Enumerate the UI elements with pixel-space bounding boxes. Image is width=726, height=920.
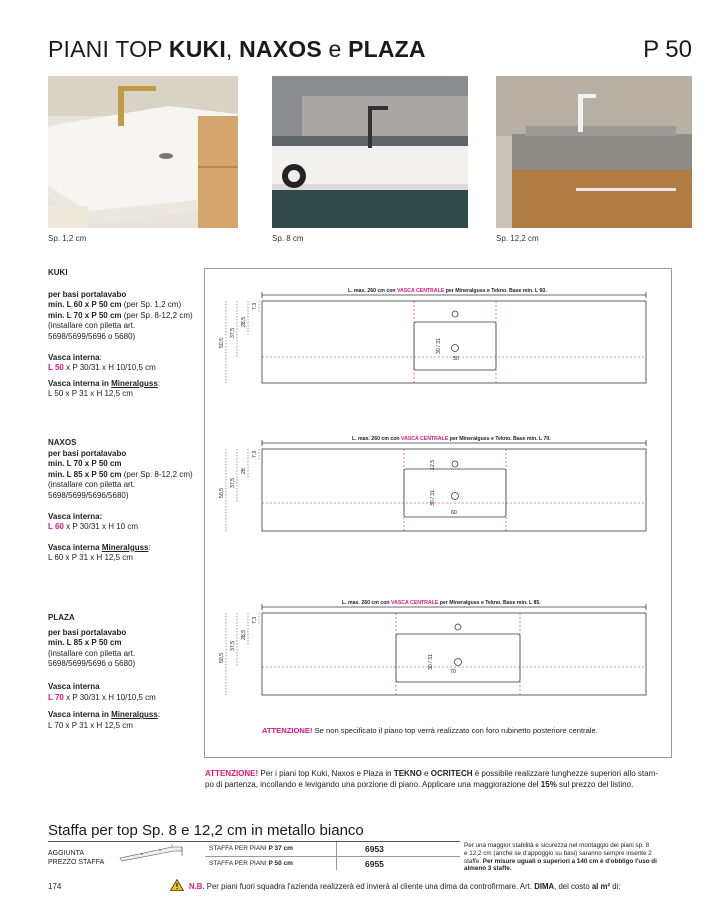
- kuki-mineral-dims: L 50 x P 31 x H 12,5 cm: [48, 389, 133, 399]
- plaza-line2: min. L 85 x P 50 cm: [48, 638, 122, 648]
- d2-dim3: 28: [241, 468, 247, 474]
- naxos-name: NAXOS: [48, 438, 77, 447]
- d2-dim4: 7,3: [252, 450, 258, 458]
- kuki-line3: min. L 70 x P 50 cm (per Sp. 8-12,2 cm): [48, 310, 193, 320]
- staffa-row-2-desc: STAFFA PER PIANI P 50 cm: [209, 860, 293, 867]
- plaza-line3: (installare con piletta art.: [48, 648, 136, 658]
- d1-dim4: 7,3: [252, 302, 258, 310]
- footer-note: N.B. Per piani fuori squadra l'azienda realizzerà ed invierà al cliente una dima da controfirmare. Art. DIMA, del costo al m² di:: [189, 882, 621, 891]
- kuki-name: KUKI: [48, 268, 68, 277]
- d3-dim2: 37,5: [230, 640, 236, 651]
- d2-basin-width: 60: [451, 510, 457, 516]
- d1-tap-hole: [452, 311, 458, 317]
- d1-basin-depth: 30 / 31: [436, 338, 442, 354]
- page-code: P 50: [643, 36, 692, 63]
- d1-dim2: 37,5: [230, 327, 236, 338]
- caption-plaza: Sp. 12,2 cm: [496, 234, 539, 243]
- plaza-vasca-dims: L 70 x P 30/31 x H 10/10,5 cm: [48, 692, 156, 702]
- naxos-mineral-dims: L 60 x P 31 x H 12,5 cm: [48, 553, 133, 563]
- staffa-row-2-code: 6955: [365, 859, 384, 869]
- d1-dim1: 50,5: [219, 337, 225, 348]
- naxos-line5: 5698/5699/5696/5680): [48, 490, 129, 500]
- notes-attention: ATTENZIONE! Per i piani top Kuki, Naxos e Plaza in TEKNO e OCRITECH è possibile realizzare lunghezze superiori allo stam- po di partenza, incollando e levigando una porzione di piano. Applicare una maggiorazione del 15% sul prezzo del listino.: [205, 769, 658, 789]
- d3-top-outline: [262, 613, 646, 695]
- kuki-vasca-dims: L 50 x P 30/31 x H 10/10,5 cm: [48, 363, 156, 373]
- kuki-line5: 5698/5699/5696 o 5680): [48, 331, 136, 341]
- plaza-name: PLAZA: [48, 613, 75, 622]
- kuki-line2: min. L 60 x P 50 cm (per Sp. 1,2 cm): [48, 300, 182, 310]
- staffa-row-2: [205, 857, 460, 870]
- d2-basin-depth: 30 / 31: [430, 490, 436, 506]
- caption-kuki: Sp. 1,2 cm: [48, 234, 87, 243]
- d1-dim3: 28,5: [241, 316, 247, 327]
- staffa-title: Staffa per top Sp. 8 e 12,2 cm in metallo bianco: [48, 822, 364, 839]
- diagram-attention: ATTENZIONE! Se non specificato il piano top verrà realizzato con foro rubinetto posteriore centrale.: [262, 726, 598, 735]
- d3-tap-hole: [455, 624, 461, 630]
- staffa-row-1-code: 6953: [365, 844, 384, 854]
- d3-dim3: 28,5: [241, 629, 247, 640]
- photo-plaza: [496, 76, 692, 228]
- kuki-mineral-label: Vasca interna in Mineralguss:: [48, 378, 161, 388]
- d2-basin-top: 12,5: [430, 459, 436, 470]
- naxos-line1: per basi portalavabo: [48, 448, 127, 458]
- plaza-line1: per basi portalavabo: [48, 627, 127, 637]
- kuki-line4: (installare con piletta art.: [48, 321, 136, 331]
- d3-basin-width: 70: [450, 669, 456, 675]
- diagram-naxos: [219, 436, 646, 531]
- d3-dim4: 7,3: [252, 616, 258, 624]
- plaza-mineral-dims: L 70 x P 31 x H 12,5 cm: [48, 720, 133, 730]
- d2-dim1: 50,5: [219, 487, 225, 498]
- d3-basin: [396, 634, 520, 682]
- photo-naxos: [272, 76, 468, 228]
- kuki-line1: per basi portalavabo: [48, 289, 127, 299]
- plaza-mineral-label: Vasca interna in Mineralguss:: [48, 710, 161, 720]
- diagram-plaza: [219, 600, 646, 695]
- naxos-line2: min. L 70 x P 50 cm: [48, 459, 122, 469]
- page-number: 174: [48, 882, 62, 891]
- naxos-line3: min. L 85 x P 50 cm (per Sp. 8-12,2 cm): [48, 469, 193, 479]
- d3-dim1: 50,5: [219, 652, 225, 663]
- staffa-table: [205, 842, 460, 870]
- d1-drain: [452, 345, 459, 352]
- warning-icon: [170, 879, 184, 891]
- d3-top-note: L. max. 260 cm con VASCA CENTRALE per Mineralguss e Tekno. Base min. L 85.: [342, 600, 541, 606]
- d2-top-note: L. max. 260 cm con VASCA CENTRALE per Mineralguss e Tekno. Base min. L 70.: [352, 436, 551, 442]
- d1-top-note: L. max. 260 cm con VASCA CENTRALE per Mineralguss e Tekno. Base min. L 60.: [348, 288, 547, 294]
- plaza-specs: [48, 613, 208, 731]
- naxos-line4: (installare con piletta art.: [48, 480, 136, 490]
- caption-naxos: Sp. 8 cm: [272, 234, 304, 243]
- diagram-kuki: [219, 288, 646, 383]
- technical-drawings: [204, 268, 672, 758]
- page-title: PIANI TOP KUKI, NAXOS e PLAZA: [48, 36, 426, 62]
- bracket-icon: [112, 842, 192, 864]
- naxos-vasca-label: Vasca interna:: [48, 511, 103, 521]
- staffa-side-note: Per una maggior stabilità e sicurezza nel montaggio dei piani sp. 8 e 12,2 cm (anche se d'appoggio su basi) saranno sempre inserite 2 staffe. Per misure uguali o superiori a 140 cm è d'obbligo l'uso di almeno 3 staffe.: [464, 842, 657, 873]
- naxos-specs: [48, 438, 208, 564]
- d1-top-outline: [262, 301, 646, 383]
- naxos-vasca-dims: L 60 x P 30/31 x H 10 cm: [48, 522, 138, 532]
- staffa-label: AGGIUNTA PREZZO STAFFA: [48, 850, 105, 866]
- d3-drain: [455, 659, 462, 666]
- d1-basin-width: 50: [453, 356, 459, 362]
- d2-tap-hole: [452, 461, 458, 467]
- kuki-vasca-label: Vasca interna:: [48, 352, 102, 362]
- d2-drain: [452, 493, 459, 500]
- d1-basin: [414, 322, 496, 370]
- kuki-specs: [48, 268, 208, 400]
- photo-kuki: [48, 76, 238, 228]
- staffa-row-1-desc: STAFFA PER PIANI P 37 cm: [209, 845, 293, 852]
- naxos-mineral-label: Vasca interna Mineralguss:: [48, 542, 151, 552]
- staffa-row-1: [205, 842, 460, 857]
- plaza-line4: 5698/5699/5696 o 5680): [48, 659, 136, 669]
- plaza-vasca-label: Vasca interna: [48, 681, 100, 691]
- d3-basin-depth: 30 / 31: [428, 654, 434, 670]
- d2-dim2: 37,5: [230, 477, 236, 488]
